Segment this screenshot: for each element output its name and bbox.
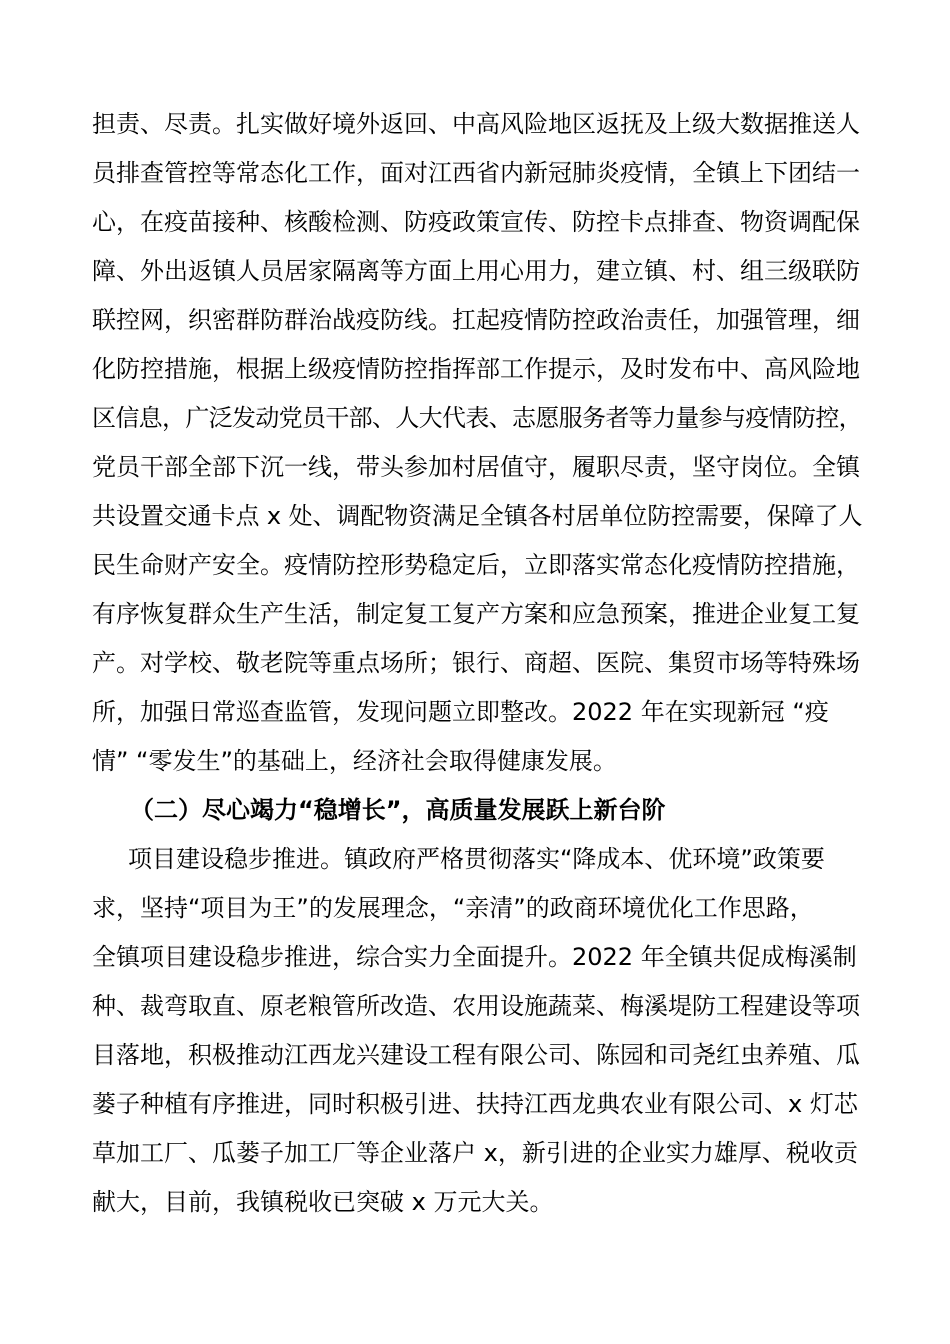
paragraph-line: 求，坚持“项目为王”的发展理念，“亲清”的政商环境优化工作思路，	[92, 894, 814, 922]
paragraph-line: 障、外出返镇人员居家隔离等方面上用心用力，建立镇、村、组三级联防	[92, 257, 860, 285]
paragraph-line: 所，加强日常巡查监管，发现问题立即整改。2022 年在实现新冠 “疫	[92, 698, 829, 726]
paragraph-line: 有序恢复群众生产生活，制定复工复产方案和应急预案，推进企业复工复	[92, 600, 860, 628]
paragraph-line: 共设置交通卡点 x 处、调配物资满足全镇各村居单位防控需要，保障了人	[92, 502, 863, 530]
paragraph-line: 草加工厂、瓜蒌子加工厂等企业落户 x，新引进的企业实力雄厚、税收贡	[92, 1139, 858, 1167]
paragraph-line: 党员干部全部下沉一线，带头参加村居值守，履职尽责，坚守岗位。全镇	[92, 453, 860, 481]
paragraph-line: 项目建设稳步推进。镇政府严格贯彻落实“降成本、优环境”政策要	[128, 845, 825, 873]
paragraph-line: 担责、尽责。扎实做好境外返回、中高风险地区返抚及上级大数据推送人	[92, 110, 860, 138]
paragraph-line: 联控网，织密群防群治战疫防线。扛起疫情防控政治责任，加强管理，细	[92, 306, 860, 334]
paragraph-line: 化防控措施，根据上级疫情防控指挥部工作提示，及时发布中、高风险地	[92, 355, 860, 383]
paragraph-line: 目落地，积极推动江西龙兴建设工程有限公司、陈园和司尧红虫养殖、瓜	[92, 1041, 860, 1069]
section-heading: （二）尽心竭力“稳增长”，高质量发展跃上新台阶	[130, 796, 666, 824]
paragraph-line: 区信息，广泛发动党员干部、人大代表、志愿服务者等力量参与疫情防控，	[92, 404, 862, 432]
paragraph-line: 产。对学校、敬老院等重点场所；银行、商超、医院、集贸市场等特殊场	[92, 649, 860, 677]
paragraph-line: 全镇项目建设稳步推进，综合实力全面提升。2022 年全镇共促成梅溪制	[92, 943, 857, 971]
paragraph-line: 蒌子种植有序推进，同时积极引进、扶持江西龙典农业有限公司、x 灯芯	[92, 1090, 858, 1118]
paragraph-line: 民生命财产安全。疫情防控形势稳定后，立即落实常态化疫情防控措施，	[92, 551, 860, 579]
paragraph-line: 心，在疫苗接种、核酸检测、防疫政策宣传、防控卡点排查、物资调配保	[92, 208, 860, 236]
paragraph-line: 献大，目前，我镇税收已突破 x 万元大关。	[92, 1188, 554, 1216]
paragraph-line: 种、裁弯取直、原老粮管所改造、农用设施蔬菜、梅溪堤防工程建设等项	[92, 992, 860, 1020]
paragraph-line: 员排查管控等常态化工作，面对江西省内新冠肺炎疫情，全镇上下团结一	[92, 159, 860, 187]
paragraph-line: 情” “零发生”的基础上，经济社会取得健康发展。	[92, 747, 617, 775]
